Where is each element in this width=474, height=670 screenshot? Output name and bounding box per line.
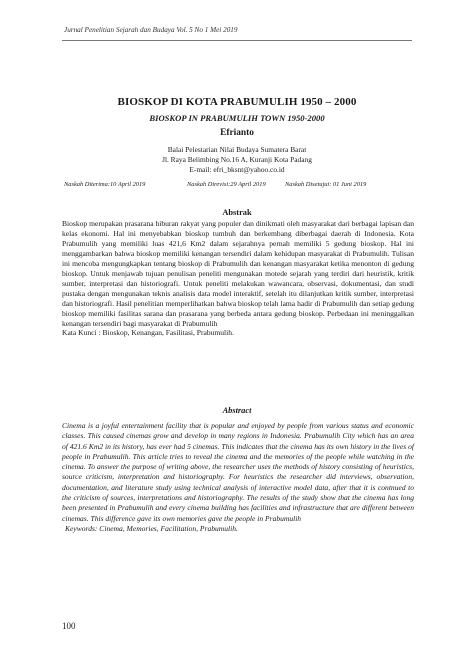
affiliation-institution: Balai Pelestarian Nilai Budaya Sumatera Barat: [167, 145, 307, 154]
abstract-keywords: Keywords: Cinema, Memories, Facilitation, Prabumulih.: [65, 523, 238, 533]
affiliation-address: Jl. Raya Belimbing No.16 A, Kuranji Kota Padang: [162, 155, 312, 164]
article-title: BIOSKOP DI KOTA PRABUMULIH 1950 – 2000: [117, 96, 357, 108]
journal-header: Jurnal Penelitian Sejarah dan Budaya Vol. 5 No 1 Mei 2019: [64, 26, 238, 34]
page-number: 100: [62, 621, 76, 631]
abstract-heading: Abstract: [222, 406, 252, 415]
date-received: Naskah Diterima:10 April 2019: [64, 181, 146, 188]
abstrak-text: Bioskop merupakan prasarana hiburan rakyat yang populer dan dinikmati oleh masyarakat dari berbagai lapisan dan kelas ekonomi. Hal ini menyebabkan bioskop tumbuh dan berkembang diberbagai daerah di Indonesia. Kota Prabumulih yang memiliki luas 421,6 Km2 dalam sejarahnya pernah memiliki 5 gedung bioskop. Hal ini menggambarkan bahwa bioskop memiliki kenangan tersendiri dalam kehidupan masyarakat di Prabumulih. Tulisan ini mencoba mengungkapkan tentang bioskop di Prabumulih dan kenangan masyarakat ketika menonton di gedung bioskop. Untuk menjawab tujuan penulisan peneliti mengunakan motede sejarah yang terdiri dari heuristik, kritik sumber, interpretasi dan historiografi. Untuk peneliti melakukan wawancara, observasi, dokumentasi, dan studi pustaka dengan mengunakan teknis analisis data model interaktif, setelah itu dilanjutkan kritik sumber, interpretasi dan historiografi. Hasil penelitian memperlihatkan bahwa bioskop telah lama hadir di Prabumulih dan setiap gedung bioskop memiliki fasilitas sarana dan prasarana yang berbeda antara gedung bioskop. Perbedaan ini meninggalkan kenangan tersendiri bagi masyarakat di Prabumulih: [62, 219, 414, 328]
author-name: Efrianto: [220, 128, 254, 138]
abstrak-heading: Abstrak: [222, 208, 252, 217]
date-accepted: Naskah Disetujui: 01 Juni 2019: [285, 181, 367, 188]
abstract-text: Cinema is a joyful entertainment facility that is popular and enjoyed by people from various status and economic classes. This caused cinemas grow and develop in many regions in Indonesia. Prabumulih City which has an area of 421.6 Km2 in its history, has ever had 5 cinemas. This indicates that the cinema has its own history in the lives of people in Prabumulih. This article tries to reveal the cinema and the memories of the people while watching in the cinema. To answer the purpose of writing above, the researcher uses the methods of history consisting of heuristics, source criticism, interpretation and historiography. For heuristics the researcher did interviews, observation, documentation, and literature study using technical analysis of interactive model data, after that it is contnued to the criticism of sources, interpretations and historiography. The results of the study show that the cinema has long been presented in Prabumulih and every cinema building has facilities and infrastructure that are different between cinemas. This difference gave its own memories gave the people in Prabumulih: [62, 421, 414, 523]
date-revised: Naskah Direvisi:29 April 2019: [187, 181, 266, 188]
affiliation-email: E-mail: efri_bksnt@yahoo.co.id: [189, 165, 285, 174]
header-rule: [62, 40, 412, 41]
abstract-section: [62, 421, 414, 534]
abstrak-keywords: Kata Kunci : Bioskop, Kenangan, Fasilitasi, Prabumulih.: [62, 328, 234, 338]
abstrak-section: [62, 219, 414, 338]
article-subtitle: BIOSKOP IN PRABUMULIH TOWN 1950-2000: [149, 113, 325, 123]
